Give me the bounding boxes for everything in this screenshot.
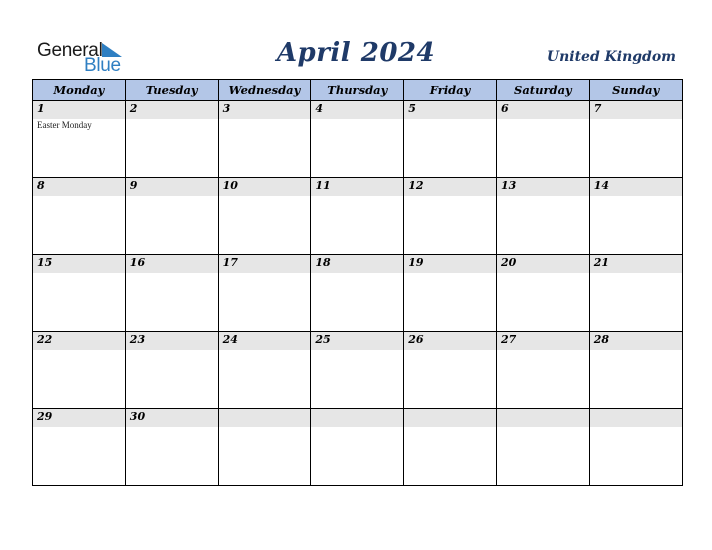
day-cell <box>311 255 404 332</box>
day-number: 29 <box>37 410 53 423</box>
day-cell <box>218 409 311 486</box>
day-number-bar <box>590 101 682 119</box>
weekday-header: Sunday <box>589 80 682 101</box>
day-number-bar <box>590 409 682 427</box>
day-cell <box>311 332 404 409</box>
day-number: 2 <box>129 102 138 115</box>
day-cell <box>404 101 497 178</box>
day-number-bar <box>590 255 682 273</box>
day-number-bar <box>219 255 311 273</box>
day-number: 11 <box>315 179 331 192</box>
day-number-bar <box>219 332 311 350</box>
day-cell <box>311 101 404 178</box>
day-number: 10 <box>222 179 238 192</box>
calendar-grid <box>32 79 683 486</box>
weekday-header: Friday <box>404 80 497 101</box>
week-row <box>33 255 683 332</box>
day-number-bar <box>404 255 496 273</box>
day-cell <box>33 332 126 409</box>
day-number-bar <box>311 332 403 350</box>
day-number-bar <box>311 255 403 273</box>
day-cell <box>589 332 682 409</box>
day-number-bar <box>126 409 218 427</box>
logo-text-general: General <box>37 40 103 61</box>
day-cell <box>33 255 126 332</box>
day-cell <box>125 178 218 255</box>
day-number-bar <box>404 409 496 427</box>
day-cell <box>311 409 404 486</box>
day-number: 25 <box>315 333 331 346</box>
day-cell <box>125 332 218 409</box>
day-number-bar <box>126 255 218 273</box>
day-number: 21 <box>593 256 610 269</box>
day-number: 17 <box>222 256 238 269</box>
day-cell <box>496 101 589 178</box>
day-number: 23 <box>129 333 146 346</box>
day-cell <box>589 409 682 486</box>
day-number-bar <box>404 178 496 196</box>
week-row <box>33 101 683 178</box>
day-number-bar <box>33 332 125 350</box>
page-title: April 2024 <box>276 38 436 68</box>
holiday-label: Easter Monday <box>37 120 92 130</box>
day-number: 20 <box>500 256 517 269</box>
day-number: 27 <box>500 333 517 346</box>
day-number: 28 <box>593 333 610 346</box>
weekday-header: Thursday <box>311 80 404 101</box>
week-row <box>33 178 683 255</box>
day-cell <box>589 178 682 255</box>
day-number-bar <box>219 409 311 427</box>
logo-text-blue: Blue <box>84 55 121 76</box>
day-cell <box>496 178 589 255</box>
day-number-bar <box>404 332 496 350</box>
day-number-bar <box>497 409 589 427</box>
day-cell <box>589 101 682 178</box>
day-number-bar <box>497 178 589 196</box>
day-number-bar <box>33 178 125 196</box>
day-cell <box>33 409 126 486</box>
day-number-bar <box>590 332 682 350</box>
day-number: 26 <box>408 333 424 346</box>
day-cell <box>404 332 497 409</box>
day-number: 6 <box>500 102 509 115</box>
day-cell <box>496 332 589 409</box>
day-number-bar <box>126 332 218 350</box>
day-cell <box>496 255 589 332</box>
day-number-bar <box>33 101 125 119</box>
day-number: 1 <box>37 102 45 115</box>
day-number-bar <box>311 409 403 427</box>
day-number-bar <box>126 178 218 196</box>
day-number-bar <box>219 178 311 196</box>
week-row <box>33 409 683 486</box>
day-number: 7 <box>593 102 602 115</box>
day-cell <box>404 178 497 255</box>
weekday-header: Monday <box>33 80 126 101</box>
day-number-bar <box>33 409 125 427</box>
country-label: United Kingdom <box>546 49 676 65</box>
weekday-header: Saturday <box>496 80 589 101</box>
day-number: 9 <box>129 179 138 192</box>
day-cell <box>404 255 497 332</box>
week-row <box>33 332 683 409</box>
day-number: 16 <box>129 256 146 269</box>
day-number-bar <box>219 101 311 119</box>
day-cell <box>125 255 218 332</box>
weekday-header: Wednesday <box>218 80 311 101</box>
day-cell <box>218 101 311 178</box>
day-number: 8 <box>37 179 45 192</box>
weekday-header: Tuesday <box>125 80 218 101</box>
day-cell <box>218 332 311 409</box>
day-cell <box>218 178 311 255</box>
day-number: 13 <box>500 179 517 192</box>
day-number: 15 <box>37 256 53 269</box>
day-cell <box>33 178 126 255</box>
day-number-bar <box>311 101 403 119</box>
day-number: 5 <box>408 102 416 115</box>
day-cell <box>496 409 589 486</box>
day-cell <box>589 255 682 332</box>
day-number: 14 <box>593 179 610 192</box>
day-cell <box>218 255 311 332</box>
day-cell <box>125 409 218 486</box>
day-number-bar <box>404 101 496 119</box>
day-number-bar <box>497 255 589 273</box>
day-number-bar <box>311 178 403 196</box>
day-number: 19 <box>408 256 424 269</box>
day-cell <box>311 178 404 255</box>
day-number-bar <box>497 101 589 119</box>
day-number: 18 <box>315 256 331 269</box>
day-number-bar <box>126 101 218 119</box>
day-number-bar <box>590 178 682 196</box>
weekday-header-row <box>33 80 683 101</box>
day-number: 24 <box>222 333 238 346</box>
day-cell <box>404 409 497 486</box>
day-number: 3 <box>222 102 231 115</box>
day-number-bar <box>497 332 589 350</box>
day-number-bar <box>33 255 125 273</box>
day-number: 12 <box>408 179 424 192</box>
day-number: 30 <box>129 410 146 423</box>
day-cell <box>125 101 218 178</box>
day-number: 22 <box>37 333 53 346</box>
day-cell <box>33 101 126 178</box>
day-number: 4 <box>315 102 324 115</box>
